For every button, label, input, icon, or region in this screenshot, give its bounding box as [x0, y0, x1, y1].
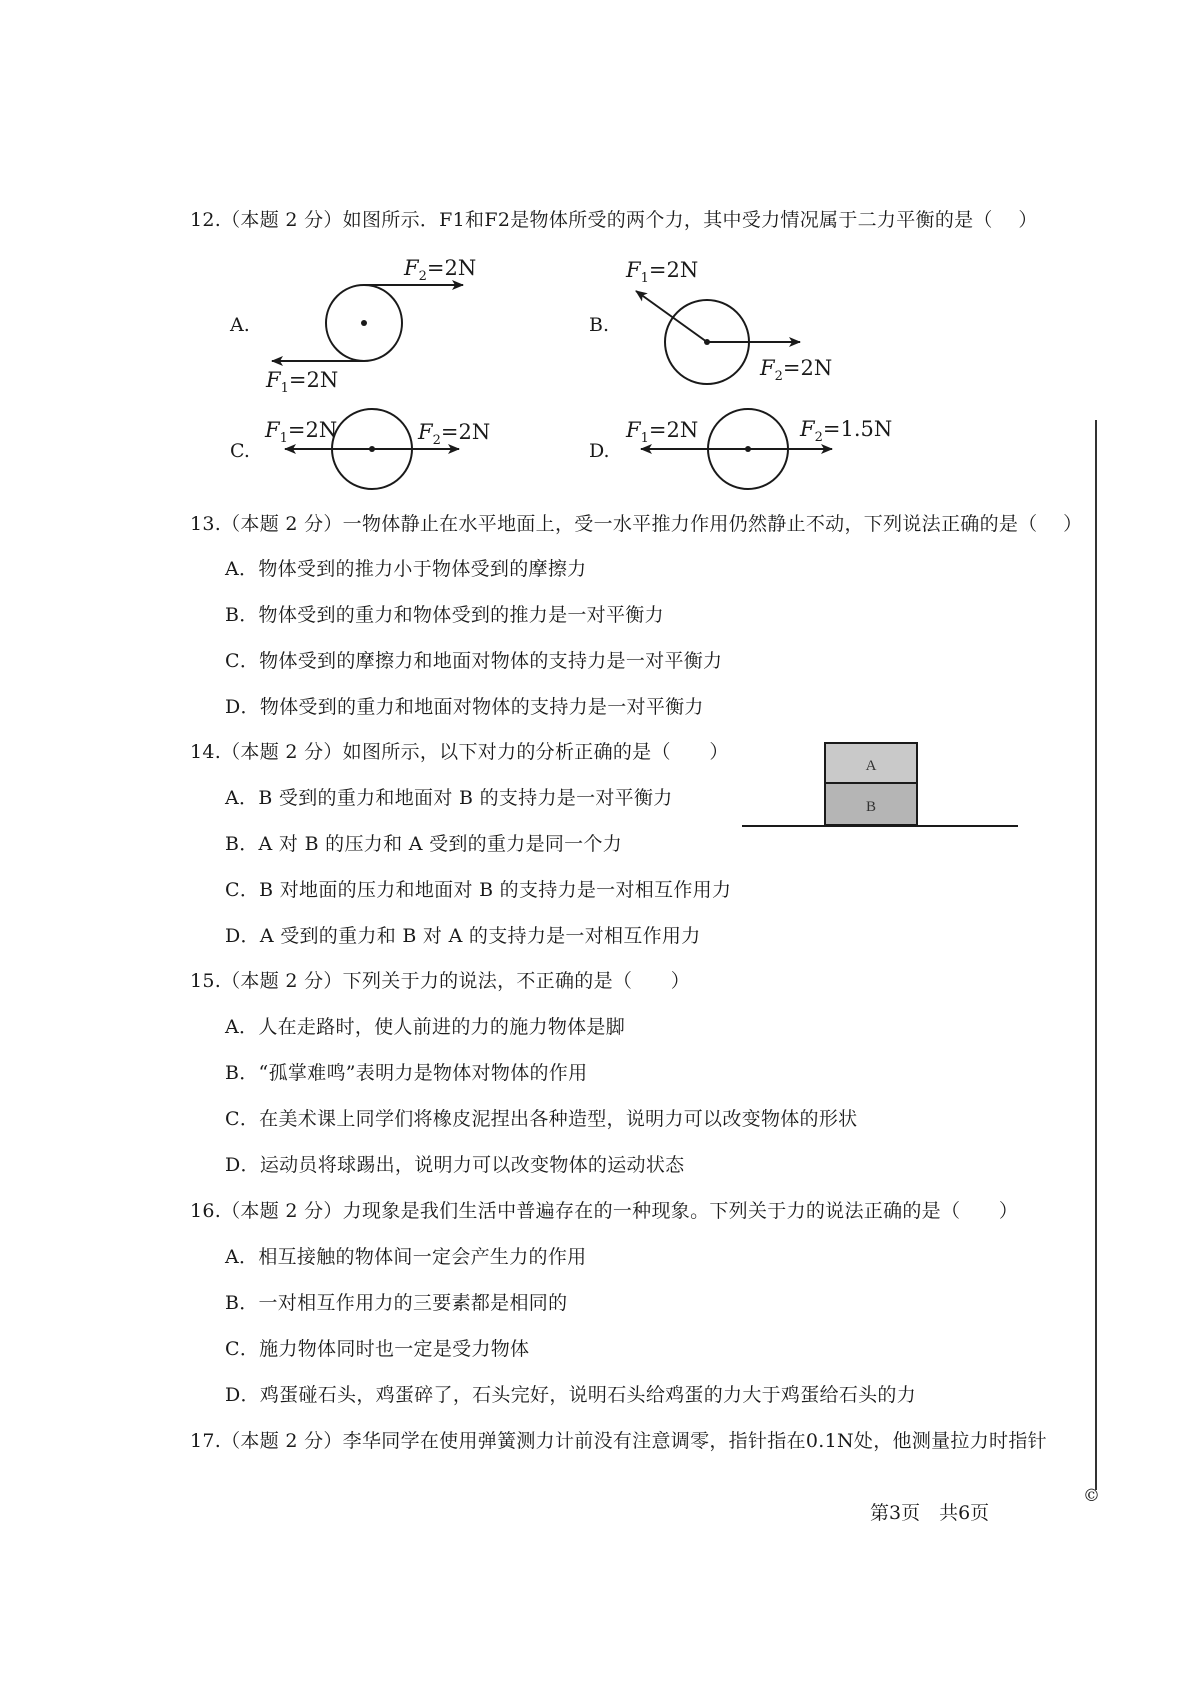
q14-option-a: A．B 受到的重力和地面对 B 的支持力是一对平衡力 — [225, 787, 673, 809]
q16-option-b: B．一对相互作用力的三要素都是相同的 — [225, 1292, 568, 1314]
diagram-a — [272, 285, 463, 361]
q14-option-d: D．A 受到的重力和 B 对 A 的支持力是一对相互作用力 — [225, 925, 701, 947]
c-f1-label: $F_1=2N$ — [265, 418, 338, 447]
d-f2-label: $F_2=1.5N$ — [800, 417, 893, 446]
diagram-label-c: C. — [230, 440, 250, 462]
b-f2-label: $F_2=2N$ — [760, 356, 833, 385]
q15-option-b: B．“孤掌难鸣”表明力是物体对物体的作用 — [225, 1062, 588, 1084]
d-f1-label: $F_1=2N$ — [626, 418, 699, 447]
q13-option-a: A．物体受到的推力小于物体受到的摩擦力 — [225, 558, 587, 580]
q16-option-c: C．施力物体同时也一定是受力物体 — [225, 1338, 530, 1360]
q15-option-a: A．人在走路时，使人前进的力的施力物体是脚 — [225, 1016, 626, 1038]
c-f2-label: $F_2=2N$ — [418, 420, 491, 449]
q13-option-b: B．物体受到的重力和物体受到的推力是一对平衡力 — [225, 604, 664, 626]
b-f1-label: $F_1=2N$ — [626, 258, 699, 287]
q14-option-b: B．A 对 B 的压力和 A 受到的重力是同一个力 — [225, 833, 623, 855]
question-13-stem: 13.（本题 2 分）一物体静止在水平地面上，受一水平推力作用仍然静止不动，下列说法正确的是（ ） — [190, 513, 1083, 535]
q13-option-c: C．物体受到的摩擦力和地面对物体的支持力是一对平衡力 — [225, 650, 723, 672]
margin-line — [1095, 420, 1097, 1490]
a-f1-label: $F_1=2N$ — [266, 368, 339, 397]
copyright-mark: © — [1083, 1486, 1100, 1506]
question-16-stem: 16.（本题 2 分）力现象是我们生活中普遍存在的一种现象。下列关于力的说法正确的是（ ） — [190, 1200, 1019, 1222]
block-a-label: A — [865, 758, 877, 774]
q14-option-c: C．B 对地面的压力和地面对 B 的支持力是一对相互作用力 — [225, 879, 732, 901]
q16-option-d: D．鸡蛋碰石头，鸡蛋碎了，石头完好，说明石头给鸡蛋的力大于鸡蛋给石头的力 — [225, 1384, 917, 1406]
q15-option-c: C．在美术课上同学们将橡皮泥捏出各种造型，说明力可以改变物体的形状 — [225, 1108, 858, 1130]
q15-option-d: D．运动员将球踢出，说明力可以改变物体的运动状态 — [225, 1154, 685, 1176]
a-f2-label: $F_2=2N$ — [404, 256, 477, 285]
diagram-label-a: A. — [230, 314, 250, 336]
question-15-stem: 15.（本题 2 分）下列关于力的说法，不正确的是（ ） — [190, 970, 691, 992]
diagram-label-b: B. — [589, 314, 610, 336]
question-12-stem: 12.（本题 2 分）如图所示．F1和F2是物体所受的两个力，其中受力情况属于二力平衡的是（ ） — [190, 209, 1038, 231]
block-b-label: B — [865, 799, 877, 815]
q16-option-a: A．相互接触的物体间一定会产生力的作用 — [225, 1246, 587, 1268]
question-17-stem: 17.（本题 2 分）李华同学在使用弹簧测力计前没有注意调零，指针指在0.1N处，他测量拉力时指针 — [190, 1430, 1047, 1452]
question-14-stem: 14.（本题 2 分）如图所示，以下对力的分析正确的是（ ） — [190, 741, 729, 763]
page-number: 第3页 共6页 — [870, 1502, 990, 1524]
stacked-blocks-diagram — [742, 743, 1018, 826]
diagram-label-d: D. — [589, 440, 610, 462]
q13-option-d: D．物体受到的重力和地面对物体的支持力是一对平衡力 — [225, 696, 704, 718]
